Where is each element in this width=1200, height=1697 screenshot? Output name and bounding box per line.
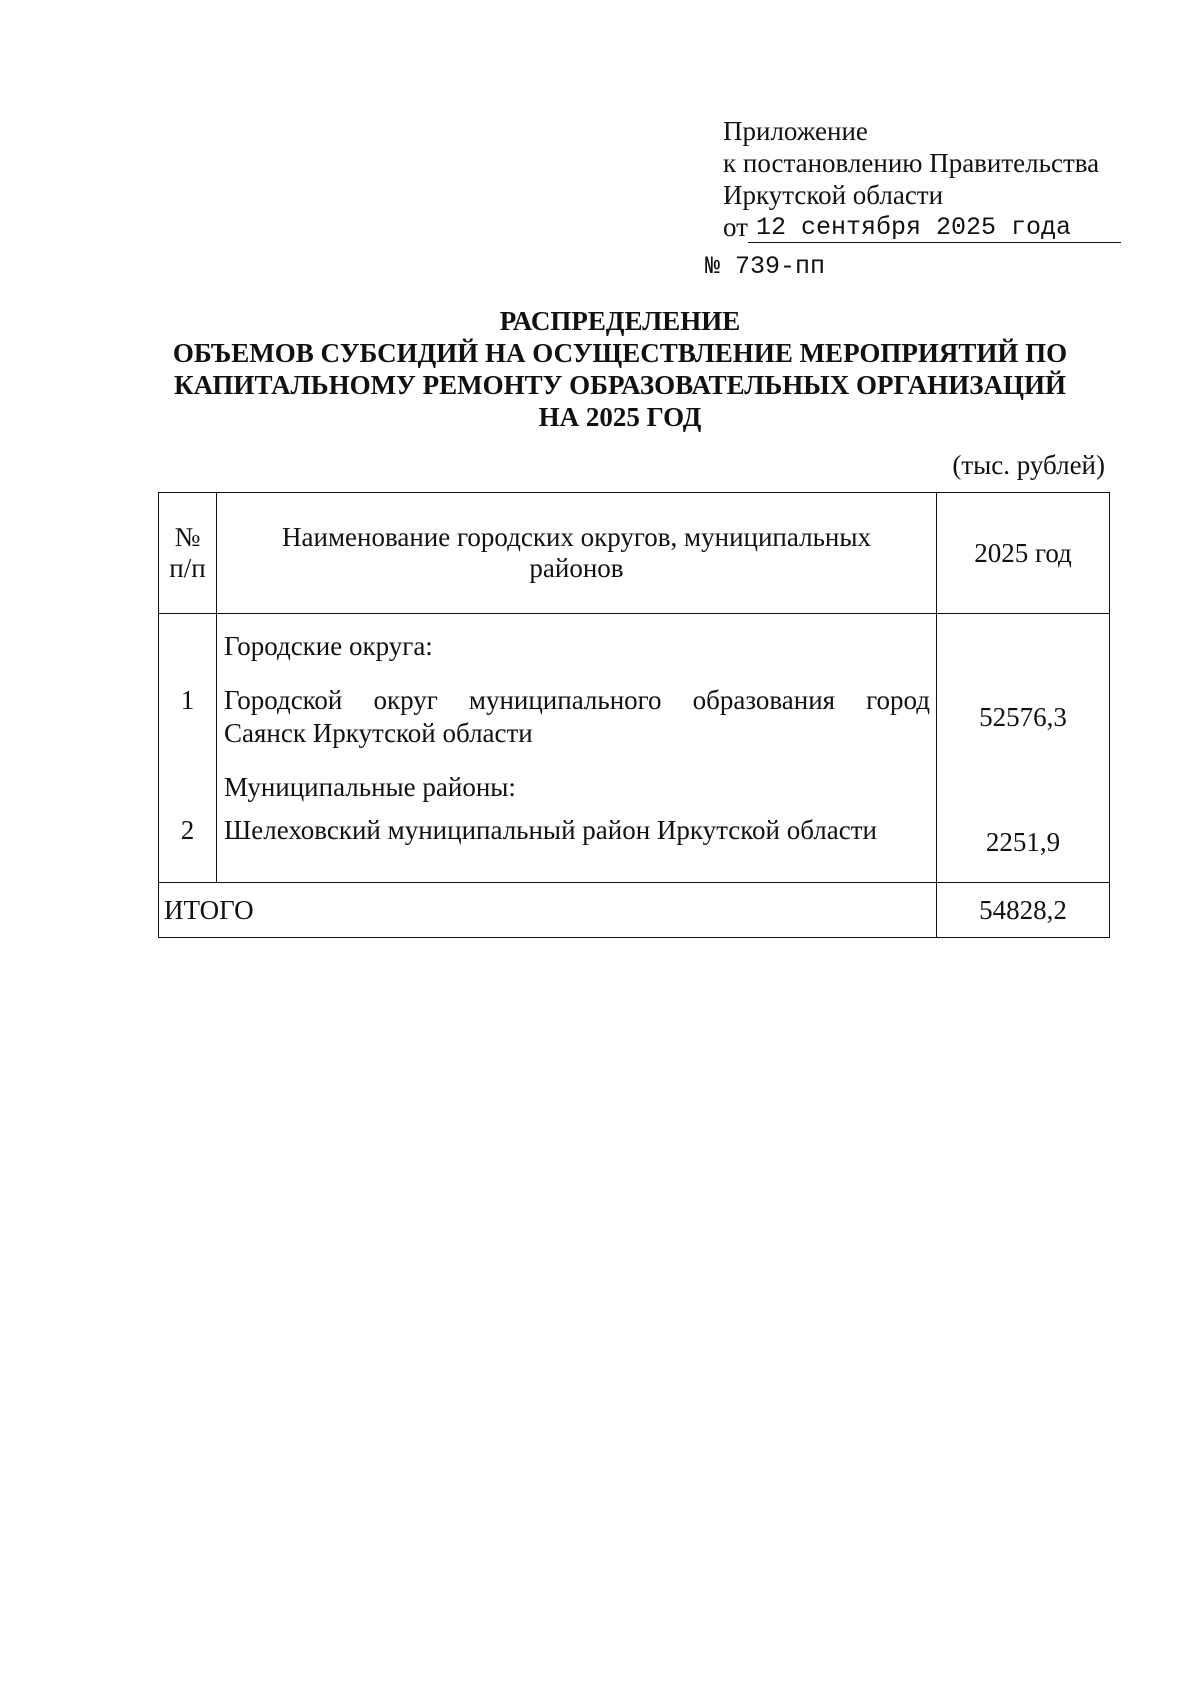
document-title [100,305,1140,433]
title-line-2: ОБЪЕМОВ СУБСИДИЙ НА ОСУЩЕСТВЛЕНИЕ МЕРОПРИЯТИЙ ПО [172,338,1068,368]
resolution-date: 12 сентября 2025 года [748,214,1121,243]
header-name-cell: Наименование городских округов, муниципальных районов [217,493,937,614]
subsidy-table [158,492,1110,938]
appendix-title: Приложение [723,116,868,146]
row-2-value: 2251,9 [985,827,1061,857]
row-1-num: 1 [180,685,195,715]
header-year-cell: 2025 год [937,493,1110,614]
header-num-symbol: № [174,522,201,552]
row-1-name-line-2: Саянск Иркутской области [224,718,533,748]
row-2-name: Шелеховский муниципальный район Иркутской области [224,815,877,845]
row-2-num: 2 [180,815,195,845]
body-value-cell [937,614,1110,883]
body-num-cell [159,614,217,883]
appendix-resolution: к постановлению Правительства [723,148,1100,178]
title-line-1: РАСПРЕДЕЛЕНИЕ [499,306,741,336]
row-1-value: 52576,3 [979,702,1067,732]
resolution-number: № 739-пп [705,252,826,281]
section-urban-districts: Городские округа: [224,631,433,661]
appendix-date-row [723,211,1121,243]
table-total-row [159,883,1110,938]
title-line-3: КАПИТАЛЬНОМУ РЕМОНТУ ОБРАЗОВАТЕЛЬНЫХ ОРГАНИЗАЦИЙ [174,370,1066,400]
row-1-name-line-1: Городской округ муниципального образования город [224,685,930,715]
appendix-block [723,115,1121,243]
section-municipal-districts: Муниципальные районы: [224,772,516,802]
header-num-abbr: п/п [169,553,206,583]
table-body-row [159,614,1110,883]
units-label: (тыс. рублей) [952,450,1105,480]
title-line-4: НА 2025 ГОД [538,402,702,432]
header-num-cell [159,493,217,614]
appendix-region: Иркутской области [723,180,944,210]
total-label: ИТОГО [159,883,937,938]
table-header-row [159,493,1110,614]
body-name-cell [217,614,937,883]
total-value: 54828,2 [937,883,1110,938]
date-prefix: от [723,212,748,242]
